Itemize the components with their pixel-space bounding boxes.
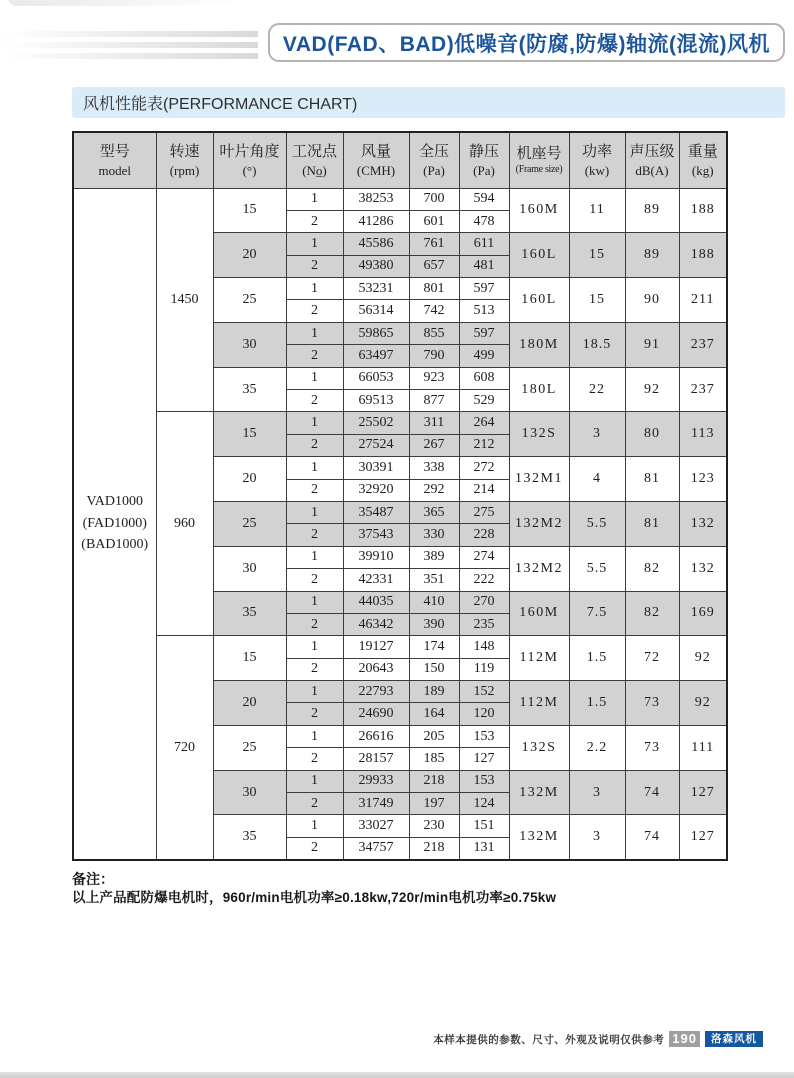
static-pressure-cell: 153 bbox=[459, 725, 509, 747]
air-volume-cell: 45586 bbox=[343, 233, 409, 255]
operating-point-cell: 1 bbox=[286, 770, 343, 792]
frame-size-cell: 160L bbox=[509, 278, 569, 323]
weight-cell: 169 bbox=[679, 591, 727, 636]
operating-point-cell: 1 bbox=[286, 233, 343, 255]
brand-badge: 洛森风机 bbox=[705, 1031, 763, 1047]
air-volume-cell: 42331 bbox=[343, 569, 409, 591]
blade-angle-cell: 15 bbox=[213, 188, 286, 233]
static-pressure-cell: 272 bbox=[459, 457, 509, 479]
footer-disclaimer: 本样本提供的参数、尺寸、外观及说明仅供参考 bbox=[433, 1033, 665, 1046]
decorative-stripe bbox=[0, 31, 258, 37]
total-pressure-cell: 197 bbox=[409, 793, 459, 815]
rpm-cell: 1450 bbox=[156, 188, 213, 412]
blade-angle-cell: 30 bbox=[213, 770, 286, 815]
frame-size-cell: 132M2 bbox=[509, 546, 569, 591]
operating-point-cell: 1 bbox=[286, 278, 343, 300]
frame-size-cell: 160M bbox=[509, 591, 569, 636]
frame-size-cell: 132M2 bbox=[509, 501, 569, 546]
total-pressure-cell: 742 bbox=[409, 300, 459, 322]
sound-level-cell: 89 bbox=[625, 188, 679, 233]
sound-level-cell: 89 bbox=[625, 233, 679, 278]
frame-size-cell: 132M bbox=[509, 815, 569, 860]
operating-point-cell: 1 bbox=[286, 681, 343, 703]
air-volume-cell: 39910 bbox=[343, 546, 409, 568]
rpm-cell: 720 bbox=[156, 636, 213, 860]
static-pressure-cell: 611 bbox=[459, 233, 509, 255]
table-row bbox=[73, 636, 727, 658]
total-pressure-cell: 189 bbox=[409, 681, 459, 703]
air-volume-cell: 33027 bbox=[343, 815, 409, 837]
total-pressure-cell: 150 bbox=[409, 658, 459, 680]
total-pressure-cell: 164 bbox=[409, 703, 459, 725]
static-pressure-cell: 608 bbox=[459, 367, 509, 389]
model-line: (FAD1000) bbox=[82, 515, 147, 531]
blade-angle-cell: 20 bbox=[213, 681, 286, 726]
air-volume-cell: 34757 bbox=[343, 837, 409, 859]
blade-angle-cell: 25 bbox=[213, 725, 286, 770]
table-row bbox=[73, 188, 727, 210]
decorative-stripe bbox=[0, 53, 258, 59]
static-pressure-cell: 275 bbox=[459, 501, 509, 523]
operating-point-cell: 2 bbox=[286, 569, 343, 591]
performance-table bbox=[72, 131, 728, 861]
operating-point-cell: 1 bbox=[286, 501, 343, 523]
column-header-6: 静压 (Pa) bbox=[459, 132, 509, 188]
power-cell: 2.2 bbox=[569, 725, 625, 770]
static-pressure-cell: 131 bbox=[459, 837, 509, 859]
operating-point-cell: 1 bbox=[286, 367, 343, 389]
total-pressure-cell: 218 bbox=[409, 770, 459, 792]
air-volume-cell: 46342 bbox=[343, 613, 409, 635]
air-volume-cell: 32920 bbox=[343, 479, 409, 501]
page-number-badge: 190 bbox=[669, 1031, 700, 1047]
column-header-1: 转速 (rpm) bbox=[156, 132, 213, 188]
weight-cell: 113 bbox=[679, 412, 727, 457]
blade-angle-cell: 25 bbox=[213, 501, 286, 546]
air-volume-cell: 38253 bbox=[343, 188, 409, 210]
bottom-decorative-strip bbox=[0, 1072, 794, 1078]
operating-point-cell: 1 bbox=[286, 636, 343, 658]
operating-point-cell: 2 bbox=[286, 793, 343, 815]
operating-point-cell: 2 bbox=[286, 390, 343, 412]
total-pressure-cell: 330 bbox=[409, 524, 459, 546]
weight-cell: 188 bbox=[679, 233, 727, 278]
operating-point-cell: 1 bbox=[286, 188, 343, 210]
static-pressure-cell: 151 bbox=[459, 815, 509, 837]
operating-point-cell: 1 bbox=[286, 546, 343, 568]
static-pressure-cell: 274 bbox=[459, 546, 509, 568]
static-pressure-cell: 222 bbox=[459, 569, 509, 591]
air-volume-cell: 20643 bbox=[343, 658, 409, 680]
page-footer bbox=[433, 1031, 763, 1047]
air-volume-cell: 24690 bbox=[343, 703, 409, 725]
operating-point-cell: 2 bbox=[286, 613, 343, 635]
blade-angle-cell: 30 bbox=[213, 322, 286, 367]
total-pressure-cell: 390 bbox=[409, 613, 459, 635]
weight-cell: 188 bbox=[679, 188, 727, 233]
model-cell bbox=[73, 188, 156, 860]
static-pressure-cell: 127 bbox=[459, 748, 509, 770]
column-header-4: 风量 (CMH) bbox=[343, 132, 409, 188]
sound-level-cell: 81 bbox=[625, 457, 679, 502]
air-volume-cell: 53231 bbox=[343, 278, 409, 300]
total-pressure-cell: 185 bbox=[409, 748, 459, 770]
total-pressure-cell: 218 bbox=[409, 837, 459, 859]
weight-cell: 127 bbox=[679, 815, 727, 860]
notes-block bbox=[72, 870, 556, 908]
sound-level-cell: 90 bbox=[625, 278, 679, 323]
static-pressure-cell: 529 bbox=[459, 390, 509, 412]
air-volume-cell: 41286 bbox=[343, 210, 409, 232]
rpm-cell: 960 bbox=[156, 412, 213, 636]
sound-level-cell: 72 bbox=[625, 636, 679, 681]
frame-size-cell: 180L bbox=[509, 367, 569, 412]
operating-point-cell: 1 bbox=[286, 725, 343, 747]
sound-level-cell: 91 bbox=[625, 322, 679, 367]
notes-text: 以上产品配防爆电机时，960r/min电机功率≥0.18kw,720r/min电机功率≥0.75kw bbox=[72, 890, 557, 906]
frame-size-cell: 132M1 bbox=[509, 457, 569, 502]
air-volume-cell: 63497 bbox=[343, 345, 409, 367]
power-cell: 7.5 bbox=[569, 591, 625, 636]
air-volume-cell: 66053 bbox=[343, 367, 409, 389]
table-body bbox=[73, 188, 727, 860]
static-pressure-cell: 513 bbox=[459, 300, 509, 322]
column-header-0: 型号 model bbox=[73, 132, 156, 188]
static-pressure-cell: 212 bbox=[459, 434, 509, 456]
sound-level-cell: 92 bbox=[625, 367, 679, 412]
air-volume-cell: 29933 bbox=[343, 770, 409, 792]
air-volume-cell: 25502 bbox=[343, 412, 409, 434]
blade-angle-cell: 20 bbox=[213, 233, 286, 278]
weight-cell: 111 bbox=[679, 725, 727, 770]
air-volume-cell: 26616 bbox=[343, 725, 409, 747]
power-cell: 3 bbox=[569, 412, 625, 457]
model-line: (BAD1000) bbox=[81, 537, 149, 553]
power-cell: 15 bbox=[569, 233, 625, 278]
sound-level-cell: 74 bbox=[625, 815, 679, 860]
section-title: 风机性能表(PERFORMANCE CHART) bbox=[72, 87, 785, 118]
total-pressure-cell: 311 bbox=[409, 412, 459, 434]
sound-level-cell: 81 bbox=[625, 501, 679, 546]
static-pressure-cell: 214 bbox=[459, 479, 509, 501]
weight-cell: 127 bbox=[679, 770, 727, 815]
total-pressure-cell: 761 bbox=[409, 233, 459, 255]
column-header-10: 重量 (kg) bbox=[679, 132, 727, 188]
total-pressure-cell: 790 bbox=[409, 345, 459, 367]
power-cell: 5.5 bbox=[569, 546, 625, 591]
top-decorative-arc bbox=[8, 0, 248, 6]
operating-point-cell: 2 bbox=[286, 300, 343, 322]
static-pressure-cell: 597 bbox=[459, 322, 509, 344]
operating-point-cell: 2 bbox=[286, 255, 343, 277]
air-volume-cell: 49380 bbox=[343, 255, 409, 277]
air-volume-cell: 22793 bbox=[343, 681, 409, 703]
total-pressure-cell: 389 bbox=[409, 546, 459, 568]
sound-level-cell: 82 bbox=[625, 546, 679, 591]
weight-cell: 211 bbox=[679, 278, 727, 323]
static-pressure-cell: 235 bbox=[459, 613, 509, 635]
blade-angle-cell: 15 bbox=[213, 412, 286, 457]
operating-point-cell: 2 bbox=[286, 524, 343, 546]
blade-angle-cell: 35 bbox=[213, 367, 286, 412]
operating-point-cell: 2 bbox=[286, 210, 343, 232]
column-header-8: 功率 (kw) bbox=[569, 132, 625, 188]
power-cell: 5.5 bbox=[569, 501, 625, 546]
operating-point-cell: 2 bbox=[286, 658, 343, 680]
frame-size-cell: 132M bbox=[509, 770, 569, 815]
operating-point-cell: 1 bbox=[286, 322, 343, 344]
total-pressure-cell: 801 bbox=[409, 278, 459, 300]
total-pressure-cell: 700 bbox=[409, 188, 459, 210]
static-pressure-cell: 124 bbox=[459, 793, 509, 815]
total-pressure-cell: 657 bbox=[409, 255, 459, 277]
total-pressure-cell: 923 bbox=[409, 367, 459, 389]
total-pressure-cell: 338 bbox=[409, 457, 459, 479]
sound-level-cell: 82 bbox=[625, 591, 679, 636]
weight-cell: 92 bbox=[679, 681, 727, 726]
operating-point-cell: 1 bbox=[286, 457, 343, 479]
total-pressure-cell: 410 bbox=[409, 591, 459, 613]
weight-cell: 237 bbox=[679, 367, 727, 412]
air-volume-cell: 31749 bbox=[343, 793, 409, 815]
power-cell: 3 bbox=[569, 815, 625, 860]
page-title: VAD(FAD、BAD)低噪音(防腐,防爆)轴流(混流)风机 bbox=[268, 23, 785, 62]
power-cell: 3 bbox=[569, 770, 625, 815]
power-cell: 4 bbox=[569, 457, 625, 502]
air-volume-cell: 35487 bbox=[343, 501, 409, 523]
operating-point-cell: 1 bbox=[286, 591, 343, 613]
table-header bbox=[73, 132, 727, 188]
total-pressure-cell: 230 bbox=[409, 815, 459, 837]
frame-size-cell: 132S bbox=[509, 412, 569, 457]
sound-level-cell: 73 bbox=[625, 725, 679, 770]
static-pressure-cell: 270 bbox=[459, 591, 509, 613]
static-pressure-cell: 228 bbox=[459, 524, 509, 546]
total-pressure-cell: 601 bbox=[409, 210, 459, 232]
total-pressure-cell: 205 bbox=[409, 725, 459, 747]
power-cell: 11 bbox=[569, 188, 625, 233]
air-volume-cell: 37543 bbox=[343, 524, 409, 546]
static-pressure-cell: 499 bbox=[459, 345, 509, 367]
weight-cell: 132 bbox=[679, 501, 727, 546]
frame-size-cell: 160L bbox=[509, 233, 569, 278]
total-pressure-cell: 292 bbox=[409, 479, 459, 501]
air-volume-cell: 28157 bbox=[343, 748, 409, 770]
sound-level-cell: 73 bbox=[625, 681, 679, 726]
static-pressure-cell: 264 bbox=[459, 412, 509, 434]
air-volume-cell: 19127 bbox=[343, 636, 409, 658]
blade-angle-cell: 25 bbox=[213, 278, 286, 323]
power-cell: 1.5 bbox=[569, 636, 625, 681]
air-volume-cell: 69513 bbox=[343, 390, 409, 412]
total-pressure-cell: 351 bbox=[409, 569, 459, 591]
frame-size-cell: 112M bbox=[509, 681, 569, 726]
blade-angle-cell: 15 bbox=[213, 636, 286, 681]
column-header-5: 全压 (Pa) bbox=[409, 132, 459, 188]
power-cell: 15 bbox=[569, 278, 625, 323]
model-line: VAD1000 bbox=[86, 494, 144, 510]
column-header-9: 声压级 dB(A) bbox=[625, 132, 679, 188]
static-pressure-cell: 152 bbox=[459, 681, 509, 703]
table-row bbox=[73, 412, 727, 434]
power-cell: 1.5 bbox=[569, 681, 625, 726]
weight-cell: 237 bbox=[679, 322, 727, 367]
blade-angle-cell: 20 bbox=[213, 457, 286, 502]
decorative-stripe bbox=[0, 42, 258, 48]
static-pressure-cell: 481 bbox=[459, 255, 509, 277]
frame-size-cell: 160M bbox=[509, 188, 569, 233]
sound-level-cell: 80 bbox=[625, 412, 679, 457]
frame-size-cell: 180M bbox=[509, 322, 569, 367]
power-cell: 22 bbox=[569, 367, 625, 412]
operating-point-cell: 2 bbox=[286, 345, 343, 367]
power-cell: 18.5 bbox=[569, 322, 625, 367]
blade-angle-cell: 30 bbox=[213, 546, 286, 591]
weight-cell: 92 bbox=[679, 636, 727, 681]
air-volume-cell: 44035 bbox=[343, 591, 409, 613]
frame-size-cell: 112M bbox=[509, 636, 569, 681]
blade-angle-cell: 35 bbox=[213, 591, 286, 636]
static-pressure-cell: 119 bbox=[459, 658, 509, 680]
notes-label: 备注： bbox=[72, 871, 114, 887]
column-header-7: 机座号 (Frame size) bbox=[509, 132, 569, 188]
static-pressure-cell: 120 bbox=[459, 703, 509, 725]
operating-point-cell: 2 bbox=[286, 434, 343, 456]
total-pressure-cell: 267 bbox=[409, 434, 459, 456]
static-pressure-cell: 594 bbox=[459, 188, 509, 210]
air-volume-cell: 30391 bbox=[343, 457, 409, 479]
weight-cell: 132 bbox=[679, 546, 727, 591]
sound-level-cell: 74 bbox=[625, 770, 679, 815]
static-pressure-cell: 478 bbox=[459, 210, 509, 232]
column-header-3: 工况点 (No̲) bbox=[286, 132, 343, 188]
total-pressure-cell: 174 bbox=[409, 636, 459, 658]
air-volume-cell: 59865 bbox=[343, 322, 409, 344]
frame-size-cell: 132S bbox=[509, 725, 569, 770]
operating-point-cell: 2 bbox=[286, 479, 343, 501]
operating-point-cell: 2 bbox=[286, 837, 343, 859]
total-pressure-cell: 855 bbox=[409, 322, 459, 344]
air-volume-cell: 56314 bbox=[343, 300, 409, 322]
operating-point-cell: 2 bbox=[286, 748, 343, 770]
operating-point-cell: 1 bbox=[286, 815, 343, 837]
static-pressure-cell: 148 bbox=[459, 636, 509, 658]
blade-angle-cell: 35 bbox=[213, 815, 286, 860]
total-pressure-cell: 877 bbox=[409, 390, 459, 412]
weight-cell: 123 bbox=[679, 457, 727, 502]
operating-point-cell: 1 bbox=[286, 412, 343, 434]
column-header-2: 叶片角度 (°) bbox=[213, 132, 286, 188]
static-pressure-cell: 597 bbox=[459, 278, 509, 300]
operating-point-cell: 2 bbox=[286, 703, 343, 725]
air-volume-cell: 27524 bbox=[343, 434, 409, 456]
static-pressure-cell: 153 bbox=[459, 770, 509, 792]
total-pressure-cell: 365 bbox=[409, 501, 459, 523]
